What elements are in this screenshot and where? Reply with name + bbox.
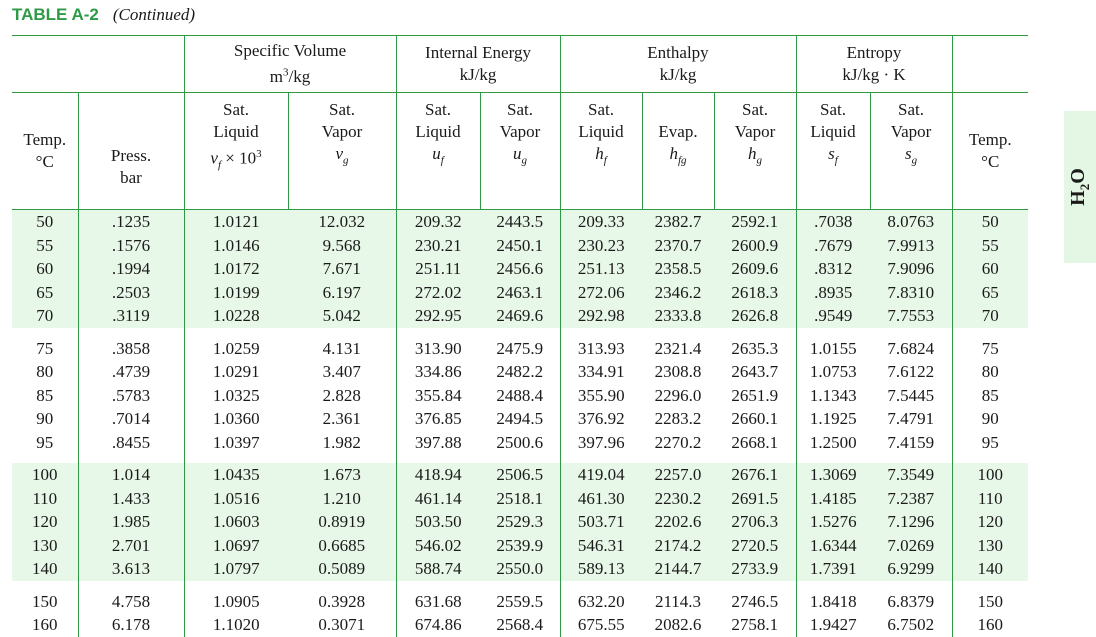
temp-cell: 160 xyxy=(32,615,58,634)
table-row xyxy=(12,304,1028,328)
temp-cell: 50 xyxy=(12,210,78,234)
temp-right-cell: 130 xyxy=(952,534,1028,558)
ug-cell: 2506.5 xyxy=(480,463,560,487)
hf-cell: 209.33 xyxy=(560,210,642,234)
ug-cell: 2443.5 xyxy=(480,210,560,234)
uf-cell: 461.14 xyxy=(396,487,480,511)
hf-cell: 334.91 xyxy=(560,360,642,384)
temp-cell: 130 xyxy=(12,534,78,558)
ug-cell: 2463.1 xyxy=(480,281,560,305)
uf-cell: 631.68 xyxy=(396,590,480,614)
hf-cell: 230.23 xyxy=(560,234,642,258)
hg-cell: 2600.9 xyxy=(714,234,796,258)
temp-cell: 55 xyxy=(12,234,78,258)
hfg-cell: 2296.0 xyxy=(654,385,702,405)
table-caption xyxy=(12,5,195,27)
sg-cell: 7.9096 xyxy=(870,257,952,281)
table-row xyxy=(12,210,1028,234)
sg-cell: 7.5445 xyxy=(887,385,935,405)
vg-cell: 0.3928 xyxy=(318,591,366,611)
hg-cell: 2609.6 xyxy=(714,257,796,281)
ug-cell: 2518.1 xyxy=(480,487,560,511)
hf-cell: 292.98 xyxy=(560,304,642,328)
vg-cell: 1.982 xyxy=(322,432,361,452)
table-body xyxy=(12,210,1028,637)
vf-cell: 1.0146 xyxy=(184,234,288,258)
vg-cell: 1.210 xyxy=(288,487,396,511)
hfg-cell: 2358.5 xyxy=(642,257,714,281)
vg-cell: 1.673 xyxy=(288,463,396,487)
vf-cell: 1.0797 xyxy=(184,557,288,581)
sf-cell: 1.7391 xyxy=(796,557,870,581)
vg-cell: 3.407 xyxy=(322,362,361,381)
side-tab-h2o xyxy=(1064,111,1096,263)
temp-right-cell: 140 xyxy=(952,557,1028,581)
vf-cell: 1.0905 xyxy=(184,590,288,614)
press-cell: .1994 xyxy=(78,257,184,281)
hf-cell: 675.55 xyxy=(560,613,642,637)
group-header-internal-energy: Internal Energy kJ/kg xyxy=(396,36,560,93)
table-row xyxy=(12,234,1028,258)
vf-cell: 1.0603 xyxy=(184,510,288,534)
temp-right-cell: 80 xyxy=(952,360,1028,384)
temp-right-cell: 100 xyxy=(952,463,1028,487)
sg-cell: 7.6122 xyxy=(887,362,935,381)
vg-cell: 6.197 xyxy=(288,281,396,305)
col-header-vf: Sat. Liquid $v_f \times 10^3$ xyxy=(184,93,288,210)
vf-cell: 1.0435 xyxy=(184,463,288,487)
press-cell: 4.758 xyxy=(78,590,184,614)
col-header-hg: Sat. Vapor $h_g$ xyxy=(714,93,796,210)
continued-label: (Continued) xyxy=(112,5,196,24)
press-cell: .8455 xyxy=(78,431,184,455)
row-gap xyxy=(12,581,1028,590)
uf-cell: 503.50 xyxy=(396,510,480,534)
temp-right-cell: 65 xyxy=(952,281,1028,305)
ug-cell: 2568.4 xyxy=(496,615,544,634)
uf-cell: 546.02 xyxy=(396,534,480,558)
uf-cell: 313.90 xyxy=(396,337,480,361)
vg-cell: 5.042 xyxy=(288,304,396,328)
vg-cell: 0.3071 xyxy=(318,615,366,634)
sg-cell: 7.3549 xyxy=(870,463,952,487)
temp-right-cell: 70 xyxy=(952,304,1028,328)
uf-cell: 418.94 xyxy=(396,463,480,487)
sg-cell: 7.6824 xyxy=(887,338,935,358)
table-row xyxy=(12,431,1028,455)
sg-cell: 7.2387 xyxy=(870,487,952,511)
row-gap xyxy=(12,454,1028,463)
temp-cell: 140 xyxy=(12,557,78,581)
sf-cell: 1.1343 xyxy=(796,384,870,408)
temp-right-cell: 120 xyxy=(952,510,1028,534)
sf-cell: 1.4185 xyxy=(796,487,870,511)
vf-cell: 1.1020 xyxy=(184,613,288,637)
hfg-cell: 2082.6 xyxy=(654,615,702,634)
steam-table xyxy=(12,36,1028,637)
table-row xyxy=(12,557,1028,581)
sf-cell: .7679 xyxy=(796,234,870,258)
hg-cell: 2651.9 xyxy=(731,385,779,405)
ug-cell: 2559.5 xyxy=(496,591,544,611)
temp-cell: 120 xyxy=(12,510,78,534)
ug-cell: 2500.6 xyxy=(496,432,544,452)
table-row xyxy=(12,487,1028,511)
ug-cell: 2494.5 xyxy=(496,409,544,428)
temp-cell: 80 xyxy=(36,362,54,381)
sf-cell: .9549 xyxy=(796,304,870,328)
press-cell: .5783 xyxy=(78,384,184,408)
hfg-cell: 2333.8 xyxy=(642,304,714,328)
side-tab-label: $H_2O$ xyxy=(1067,168,1092,206)
hf-cell: 503.71 xyxy=(560,510,642,534)
table-row xyxy=(12,463,1028,487)
sf-cell: 1.6344 xyxy=(796,534,870,558)
press-cell: 1.433 xyxy=(78,487,184,511)
hfg-cell: 2202.6 xyxy=(642,510,714,534)
vf-cell: 1.0121 xyxy=(184,210,288,234)
vg-cell: 9.568 xyxy=(288,234,396,258)
uf-cell: 355.84 xyxy=(396,384,480,408)
uf-cell: 674.86 xyxy=(396,613,480,637)
temp-cell: 90 xyxy=(36,409,54,428)
sg-cell: 7.0269 xyxy=(870,534,952,558)
press-cell: .3119 xyxy=(78,304,184,328)
hg-cell: 2758.1 xyxy=(731,615,779,634)
temp-cell: 70 xyxy=(12,304,78,328)
sf-cell: 1.1925 xyxy=(796,407,870,431)
table-row xyxy=(12,534,1028,558)
press-cell: 6.178 xyxy=(78,613,184,637)
group-header-specific-volume: Specific Volume $m^3/kg$ xyxy=(184,36,396,93)
temp-right-cell: 55 xyxy=(952,234,1028,258)
col-header-ug: Sat. Vapor $u_g$ xyxy=(480,93,560,210)
uf-cell: 209.32 xyxy=(396,210,480,234)
temp-right-cell: 60 xyxy=(952,257,1028,281)
vg-cell: 2.828 xyxy=(322,385,361,405)
group-header-enthalpy: Enthalpy kJ/kg xyxy=(560,36,796,93)
col-header-press: Press. bar xyxy=(78,93,184,210)
hg-cell: 2618.3 xyxy=(714,281,796,305)
press-cell: 1.014 xyxy=(78,463,184,487)
hg-cell: 2706.3 xyxy=(714,510,796,534)
temp-cell: 65 xyxy=(12,281,78,305)
hg-cell: 2720.5 xyxy=(714,534,796,558)
vf-cell: 1.0259 xyxy=(184,337,288,361)
ug-cell: 2529.3 xyxy=(480,510,560,534)
sf-cell: .7038 xyxy=(796,210,870,234)
temp-cell: 100 xyxy=(12,463,78,487)
temp-right-cell: 50 xyxy=(952,210,1028,234)
temp-right-cell: 150 xyxy=(952,590,1028,614)
hg-cell: 2592.1 xyxy=(714,210,796,234)
uf-cell: 230.21 xyxy=(396,234,480,258)
vf-cell: 1.0291 xyxy=(184,360,288,384)
temp-right-cell: 160 xyxy=(952,613,1028,637)
hg-cell: 2635.3 xyxy=(731,338,779,358)
uf-cell: 588.74 xyxy=(396,557,480,581)
press-cell: .7014 xyxy=(78,407,184,431)
table-row xyxy=(12,590,1028,614)
table-row xyxy=(12,613,1028,637)
sg-cell: 8.0763 xyxy=(870,210,952,234)
temp-right-cell: 95 xyxy=(952,431,1028,455)
press-cell: 2.701 xyxy=(78,534,184,558)
table-row xyxy=(12,407,1028,431)
hf-cell: 251.13 xyxy=(560,257,642,281)
hf-cell: 546.31 xyxy=(560,534,642,558)
press-cell: 3.613 xyxy=(78,557,184,581)
sg-cell: 7.9913 xyxy=(870,234,952,258)
group-header-entropy: Entropy kJ/kg · K xyxy=(796,36,952,93)
ug-cell: 2450.1 xyxy=(480,234,560,258)
vf-cell: 1.0360 xyxy=(184,407,288,431)
hg-cell: 2626.8 xyxy=(714,304,796,328)
vf-cell: 1.0228 xyxy=(184,304,288,328)
temp-cell: 60 xyxy=(12,257,78,281)
press-cell: .1235 xyxy=(78,210,184,234)
ug-cell: 2482.2 xyxy=(496,362,544,381)
col-header-temp: Temp. °C xyxy=(12,93,78,210)
sf-cell: 1.8418 xyxy=(796,590,870,614)
hfg-cell: 2230.2 xyxy=(642,487,714,511)
col-header-sg: Sat. Vapor $s_g$ xyxy=(870,93,952,210)
vg-cell: 12.032 xyxy=(288,210,396,234)
hfg-cell: 2382.7 xyxy=(642,210,714,234)
hf-cell: 632.20 xyxy=(560,590,642,614)
vf-cell: 1.0516 xyxy=(184,487,288,511)
hg-cell: 2676.1 xyxy=(714,463,796,487)
table-row xyxy=(12,281,1028,305)
vf-cell: 1.0697 xyxy=(184,534,288,558)
hf-cell: 419.04 xyxy=(560,463,642,487)
blank-header xyxy=(12,36,184,93)
uf-cell: 376.85 xyxy=(396,407,480,431)
press-cell: .1576 xyxy=(78,234,184,258)
vg-cell: 2.361 xyxy=(322,409,361,428)
hfg-cell: 2144.7 xyxy=(642,557,714,581)
temp-right-cell: 75 xyxy=(952,337,1028,361)
vf-cell: 1.0199 xyxy=(184,281,288,305)
press-cell: .3858 xyxy=(78,337,184,361)
temp-cell: 85 xyxy=(36,385,54,405)
hg-cell: 2660.1 xyxy=(731,409,779,428)
sf-cell: .8935 xyxy=(796,281,870,305)
sf-cell: 1.5276 xyxy=(796,510,870,534)
sf-cell: 1.0155 xyxy=(796,337,870,361)
uf-cell: 272.02 xyxy=(396,281,480,305)
temp-right-cell: 85 xyxy=(952,384,1028,408)
sf-cell: 1.0753 xyxy=(796,360,870,384)
sf-cell: .8312 xyxy=(796,257,870,281)
hf-cell: 461.30 xyxy=(560,487,642,511)
temp-cell: 150 xyxy=(32,591,58,611)
hfg-cell: 2370.7 xyxy=(642,234,714,258)
vg-cell: 0.5089 xyxy=(288,557,396,581)
hg-cell: 2746.5 xyxy=(731,591,779,611)
hf-cell: 397.96 xyxy=(560,431,642,455)
temp-cell: 95 xyxy=(36,432,54,452)
hg-cell: 2668.1 xyxy=(731,432,779,452)
hfg-cell: 2114.3 xyxy=(654,591,702,611)
table-row xyxy=(12,510,1028,534)
hf-cell: 355.90 xyxy=(560,384,642,408)
uf-cell: 292.95 xyxy=(396,304,480,328)
table-row xyxy=(12,360,1028,384)
temp-right-cell: 110 xyxy=(952,487,1028,511)
vf-cell: 1.0325 xyxy=(184,384,288,408)
hfg-cell: 2270.2 xyxy=(654,432,702,452)
vg-cell: 0.8919 xyxy=(288,510,396,534)
col-header-vg: Sat. Vapor $v_g$ xyxy=(288,93,396,210)
table-row xyxy=(12,384,1028,408)
uf-cell: 334.86 xyxy=(396,360,480,384)
units-specific-volume: $m^3/kg$ xyxy=(269,66,311,87)
row-gap xyxy=(12,328,1028,337)
hfg-cell: 2257.0 xyxy=(642,463,714,487)
hfg-cell: 2308.8 xyxy=(654,362,702,381)
sg-cell: 6.7502 xyxy=(887,615,935,634)
vf-cell: 1.0397 xyxy=(184,431,288,455)
blank-header-right xyxy=(952,36,1028,93)
sg-cell: 7.1296 xyxy=(870,510,952,534)
hf-cell: 272.06 xyxy=(560,281,642,305)
hf-cell: 589.13 xyxy=(560,557,642,581)
hfg-cell: 2346.2 xyxy=(642,281,714,305)
ug-cell: 2475.9 xyxy=(496,338,544,358)
sf-cell: 1.2500 xyxy=(796,431,870,455)
col-header-uf: Sat. Liquid $u_f$ xyxy=(396,93,480,210)
sg-cell: 7.4791 xyxy=(887,409,935,428)
temp-cell: 75 xyxy=(36,338,54,358)
press-cell: 1.985 xyxy=(78,510,184,534)
hf-cell: 376.92 xyxy=(560,407,642,431)
sf-cell: 1.9427 xyxy=(796,613,870,637)
sg-cell: 6.8379 xyxy=(887,591,935,611)
hg-cell: 2733.9 xyxy=(714,557,796,581)
ug-cell: 2539.9 xyxy=(480,534,560,558)
press-cell: .2503 xyxy=(78,281,184,305)
ug-cell: 2550.0 xyxy=(480,557,560,581)
table-number: TABLE A-2 xyxy=(12,5,99,24)
uf-cell: 251.11 xyxy=(396,257,480,281)
col-header-hf: Sat. Liquid $h_f$ xyxy=(560,93,642,210)
col-header-hfg: Evap. $h_{fg}$ xyxy=(642,93,714,210)
temp-cell: 110 xyxy=(12,487,78,511)
sg-cell: 7.4159 xyxy=(887,432,935,452)
hfg-cell: 2174.2 xyxy=(642,534,714,558)
sg-cell: 7.8310 xyxy=(870,281,952,305)
vg-cell: 4.131 xyxy=(322,338,361,358)
hfg-cell: 2321.4 xyxy=(654,338,702,358)
sf-cell: 1.3069 xyxy=(796,463,870,487)
table-row xyxy=(12,337,1028,361)
vg-cell: 7.671 xyxy=(288,257,396,281)
ug-cell: 2469.6 xyxy=(480,304,560,328)
sg-cell: 7.7553 xyxy=(870,304,952,328)
uf-cell: 397.88 xyxy=(396,431,480,455)
ug-cell: 2456.6 xyxy=(480,257,560,281)
table-row xyxy=(12,257,1028,281)
hg-cell: 2643.7 xyxy=(731,362,779,381)
hg-cell: 2691.5 xyxy=(714,487,796,511)
hfg-cell: 2283.2 xyxy=(654,409,702,428)
col-header-temp-right: Temp. °C xyxy=(952,93,1028,210)
press-cell: .4739 xyxy=(78,360,184,384)
vg-cell: 0.6685 xyxy=(288,534,396,558)
vf-cell: 1.0172 xyxy=(184,257,288,281)
hf-cell: 313.93 xyxy=(560,337,642,361)
ug-cell: 2488.4 xyxy=(496,385,544,405)
temp-right-cell: 90 xyxy=(952,407,1028,431)
col-header-sf: Sat. Liquid $s_f$ xyxy=(796,93,870,210)
sg-cell: 6.9299 xyxy=(870,557,952,581)
